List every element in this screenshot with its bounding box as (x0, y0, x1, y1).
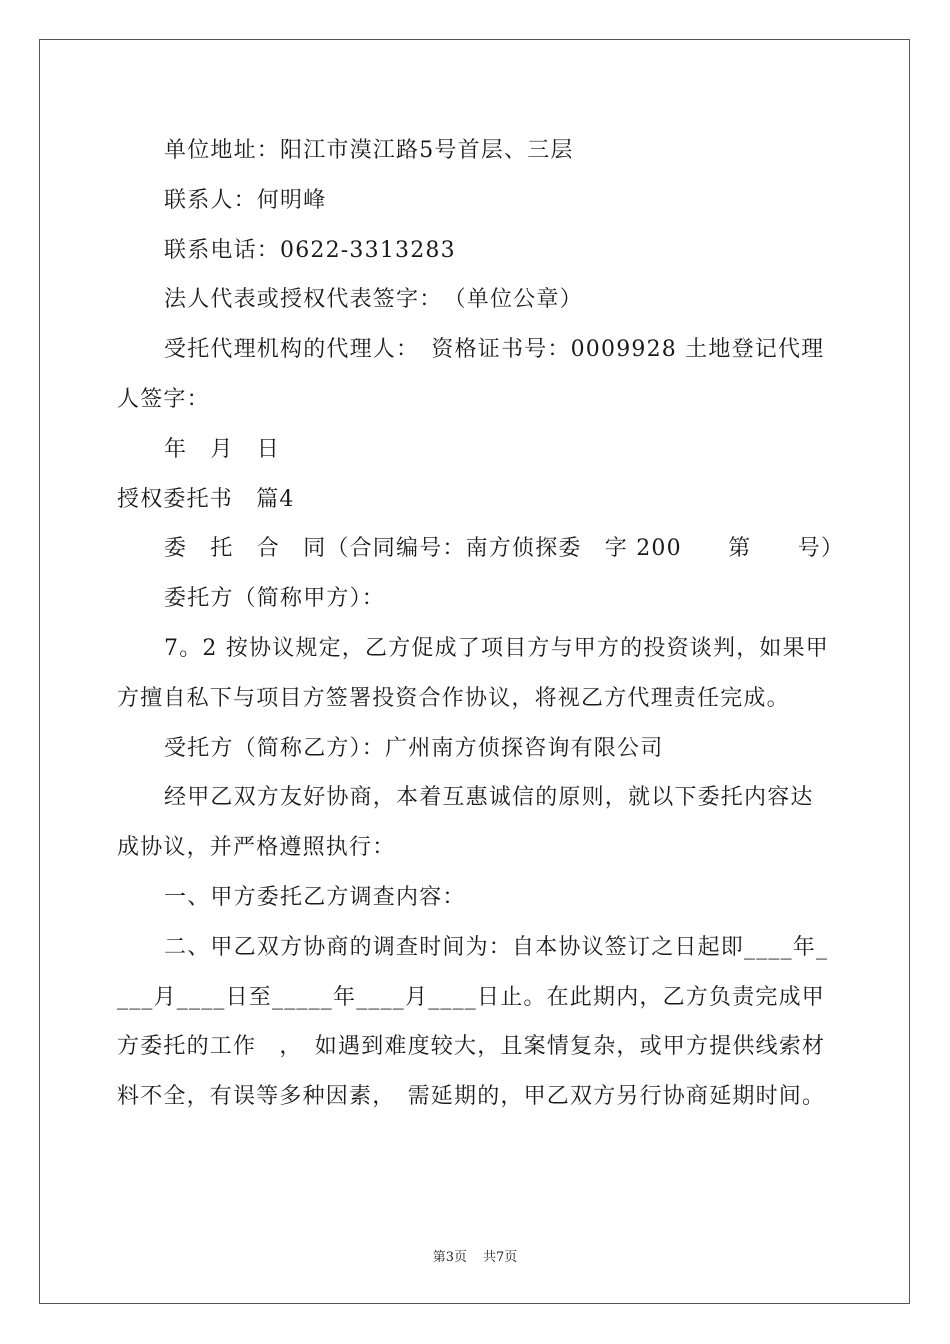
paragraph-contact-person: 联系人：何明峰 (164, 187, 327, 213)
section-heading: 授权委托书 篇4 (117, 486, 295, 512)
paragraph-address: 单位地址：阳江市漠江路5号首层、三层 (164, 138, 574, 163)
paragraph-party-a: 委托方（简称甲方）： (164, 586, 386, 612)
paragraph-contact-phone: 联系电话：0622-3313283 (164, 237, 456, 263)
page-footer (0, 1246, 950, 1265)
paragraph-contract-title: 委 托 合 同（合同编号：南方侦探委 字 200 第 号） (164, 536, 845, 562)
paragraph-legal-rep-signature: 法人代表或授权代表签字： （单位公章） (164, 287, 583, 313)
paragraph-item-one: 一、甲方委托乙方调查内容： (164, 884, 466, 910)
page-number-current: 第3页 (432, 1250, 467, 1265)
paragraph-clause-7-2: 7。2 按协议规定，乙方促成了项目方与甲方的投资谈判，如果甲方擅自私下与项目方签署投资合作协议，将视乙方代理责任完成。 (117, 635, 829, 711)
paragraph-agreement: 经甲乙双方友好协商，本着互惠诚信的原则，就以下委托内容达成协议，并严格遵照执行： (117, 785, 814, 861)
paragraph-agent-info: 受托代理机构的代理人： 资格证书号：0009928 土地登记代理人签字： (117, 337, 825, 412)
paragraph-party-b: 受托方（简称乙方）：广州南方侦探咨询有限公司 (164, 735, 664, 761)
document-body (117, 126, 845, 1122)
page-number-total: 共7页 (483, 1250, 518, 1265)
paragraph-item-two: 二、甲乙双方协商的调查时间为：自本协议签订之日起即____年____月____日至_____年____月____日止。在此期内，乙方负责完成甲方委托的工作 ， 如遇到难度较大，且案情复杂，或甲方提供线索材料不全，有误等多种因素， 需延期的，甲乙双方另行协商延期时间。 (117, 934, 829, 1110)
paragraph-date: 年 月 日 (164, 436, 281, 462)
